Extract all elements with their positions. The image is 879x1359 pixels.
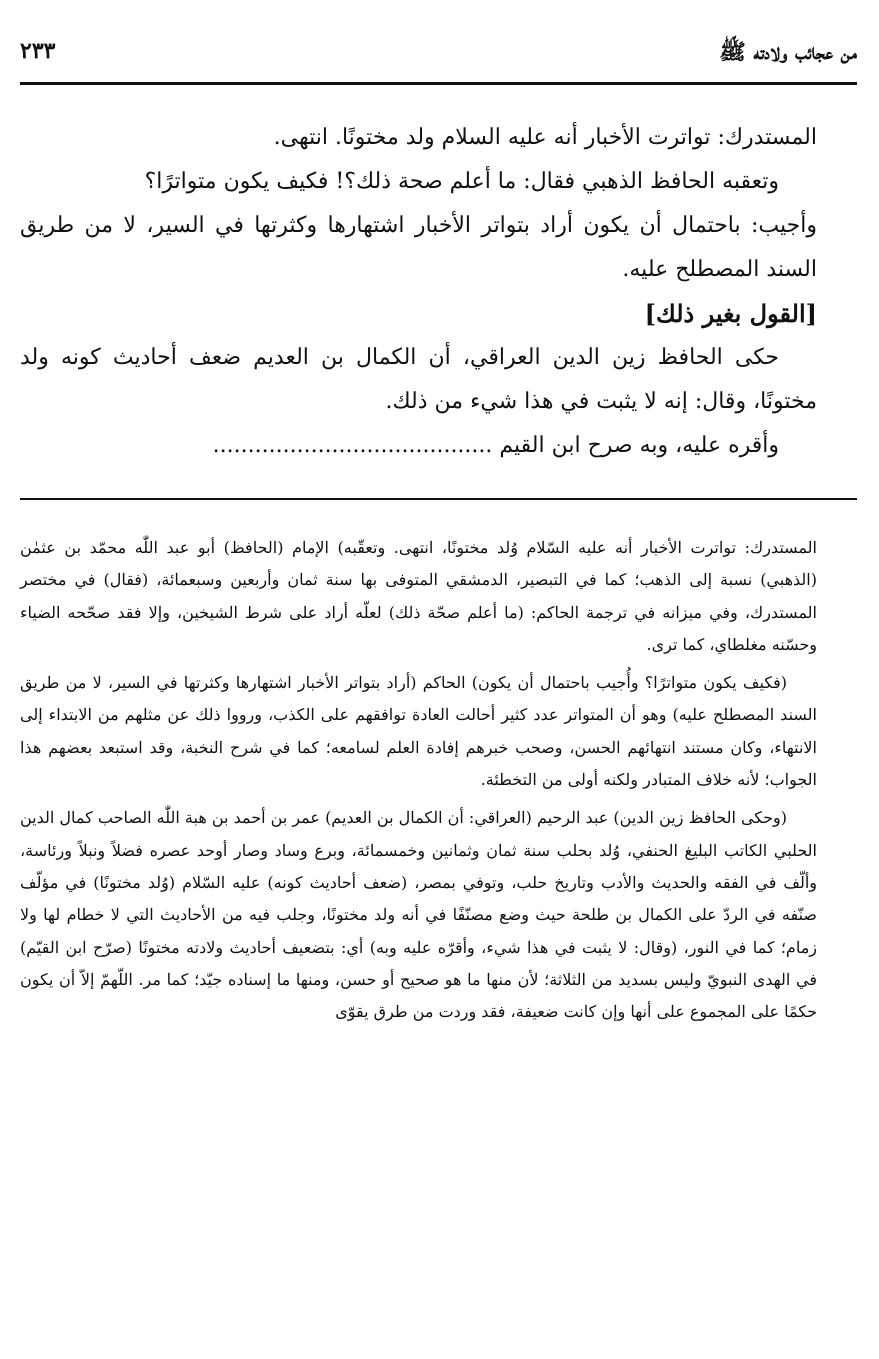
page-number: ٢٣٣ xyxy=(20,38,56,64)
section-heading: [القول بغير ذلك] xyxy=(644,299,817,328)
running-title: من عجائب ولادته ﷺ xyxy=(719,39,857,65)
commentary-text xyxy=(20,532,817,1034)
main-text-paragraph: وأجيب: باحتمال أن يكون أراد بتواتر الأخبار اشتهارها وكثرتها في السير، لا من طريق السند المصطلح عليه. xyxy=(20,213,817,282)
text-separator xyxy=(20,498,857,500)
main-text-line: المستدرك: تواترت الأخبار أنه عليه السلام ولد مختونًا. انتهى. xyxy=(273,125,817,150)
commentary-paragraph: (فكيف يكون متواترًا؟ وأُجيب باحتمال أن يكون) الحاكم (أراد بتواتر الأخبار اشتهارها وكثرتها في السير، لا من طريق السند المصطلح عليه) وهو أن المتواتر عدد كثير أحالت العادة توافقهم على الكذب، ورووا ذلك عن مثلهم من الابتداء إلى الانتهاء، وكان مستند انتهائهم الحسن، وصحب خبرهم إفادة العلم لسامعه؛ كما في شرح النخبة، وقد استبعد بعضهم هذا الجواب؛ لأنه خلاف المتبادر ولكنه أولى من التخطئة. xyxy=(20,673,818,790)
main-text xyxy=(20,116,817,468)
main-text-paragraph: وأقره عليه، وبه صرح ابن القيم ........................................ xyxy=(212,433,779,458)
main-text-paragraph: حكى الحافظ زين الدين العراقي، أن الكمال بن العديم ضعف أحاديث كونه ولد مختونًا، وقال: إنه لا يثبت في هذا شيء من ذلك. xyxy=(20,345,817,414)
main-text-paragraph: وتعقبه الحافظ الذهبي فقال: ما أعلم صحة ذلك؟! فكيف يكون متواترًا؟ xyxy=(144,169,779,194)
page-header xyxy=(20,38,857,85)
commentary-paragraph: المستدرك: تواترت الأخبار أنه عليه السّلام وُلد مختونًا، انتهى. وتعقّبه) الإمام (الحافظ) أبو عبد اللّٰه محمّد بن عثمٰن (الذهبي) نسبة إلى الذهب؛ كما في التبصير، الدمشقي المتوفى بها سنة ثمان وأربعين وسبعمائة، (فقال) في مختصر المستدرك، وفي ميزانه في ترجمة الحاكم: (ما أعلم صحّة ذلك) لعلّه أراد على شرط الشيخين، وإلا فقد صحّحه الضياء وحسّنه مغلطاي، كما ترى. xyxy=(20,538,817,654)
commentary-paragraph: (وحكى الحافظ زين الدين) عبد الرحيم (العراقي: أن الكمال بن العديم) عمر بن أحمد بن هبة اللّٰه الصاحب كمال الدين الحلبي الكاتب البليغ الحنفي، وُلد بحلب سنة ثمان وثمانين وخمسمائة، وبرع وساد وصار أوحد عصره فضلاً ونبلاً ورئاسة، وألّف في الفقه والحديث والأدب وتاريخ حلب، وتوفي بمصر، (ضعف أحاديث كونه) عليه السّلام (وُلد مختونًا) في مؤلّف صنّفه في الردّ على الكمال بن طلحة حيث وضع مصنّفًا في أنه ولد مختونًا، وجلب فيه من الأحاديث التي لا خطام لها ولا زمام؛ كما في النور، (وقال: لا يثبت في هذا شيء، وأقرّه عليه وبه) أي: بتضعيف أحاديث ولادته مختونًا (صرّح ابن القيّم) في الهدى النبويّ وليس بسديد من الثلاثة؛ لأن منها ما هو صحيح أو حسن، ومنها ما إسناده جيّد؛ كما مر. اللّهمّ إلاّ أن يكون حكمًا على المجموع على أنها وإن كانت ضعيفة، فقد وردت من طرق يقوّى xyxy=(19,808,818,1022)
